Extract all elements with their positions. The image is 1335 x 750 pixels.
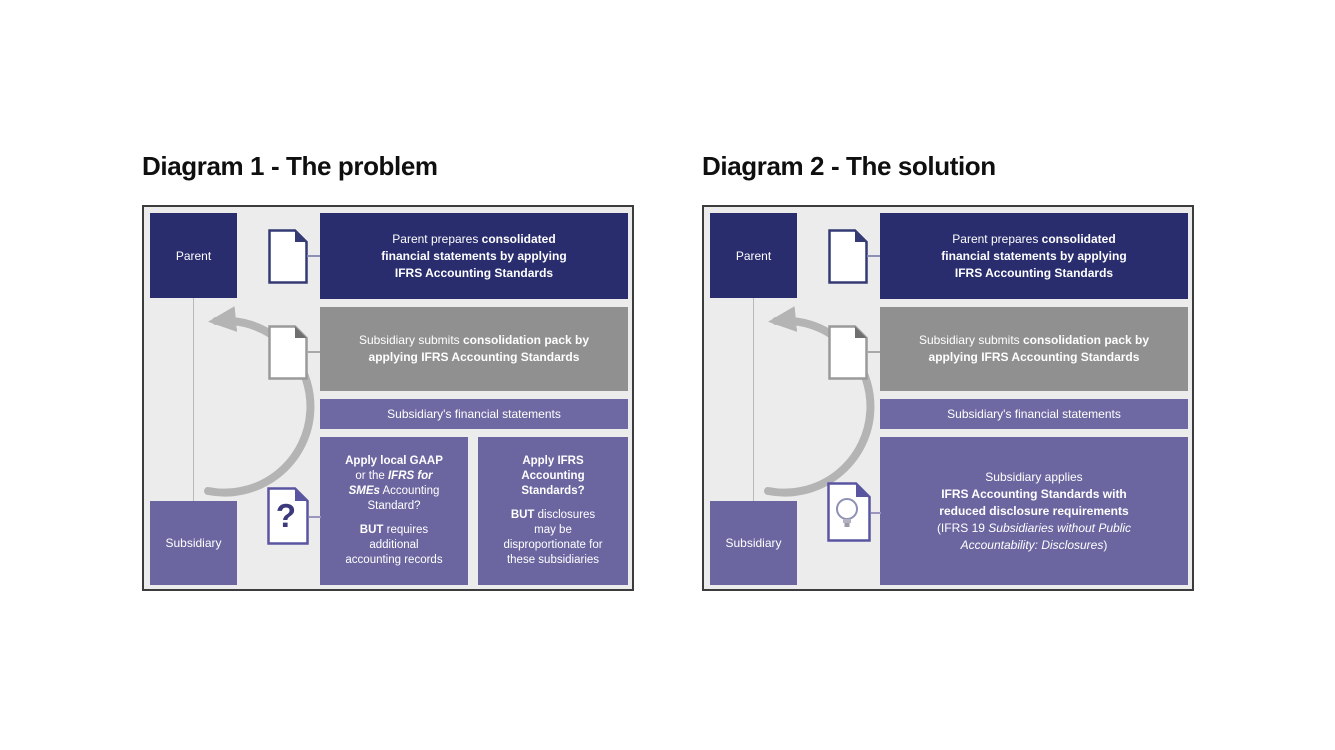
big-box-line5b: ) bbox=[1103, 537, 1108, 552]
boxA-line2b: IFRS for bbox=[387, 470, 433, 482]
boxB-p2b: disclosures bbox=[534, 509, 596, 521]
boxA-line3a: SMEs bbox=[348, 485, 380, 497]
document-connector-line bbox=[867, 255, 881, 257]
parent-statements-box bbox=[880, 213, 1188, 299]
big-box-line1: Subsidiary applies bbox=[985, 469, 1083, 484]
boxB-but: BUT bbox=[510, 509, 535, 521]
gray-box-line2: applying IFRS Accounting Standards bbox=[928, 350, 1140, 364]
document-icon bbox=[828, 229, 868, 284]
diagram2-title: Diagram 2 - The solution bbox=[702, 151, 996, 181]
consolidation-pack-document-icon bbox=[268, 325, 308, 380]
big-box-line4b: Subsidiaries without Public bbox=[988, 520, 1132, 535]
top-box-line2: financial statements by applying bbox=[381, 248, 567, 263]
consolidation-pack-text bbox=[919, 332, 1149, 366]
boxB-p2c: may be bbox=[534, 524, 572, 536]
ifrs-option-box bbox=[478, 437, 628, 585]
boxA-but: BUT bbox=[359, 524, 384, 536]
ifrs-question bbox=[521, 454, 584, 499]
subsidiary-financials-bar bbox=[880, 399, 1188, 429]
gray-box-line2: applying IFRS Accounting Standards bbox=[368, 350, 580, 364]
boxA-line1: Apply local GAAP bbox=[345, 455, 443, 467]
parent-label: Parent bbox=[175, 248, 212, 263]
boxB-line3: Standards? bbox=[521, 485, 585, 497]
document-connector-line bbox=[309, 516, 321, 518]
subsidiary-label: Subsidiary bbox=[165, 536, 222, 550]
document-connector-line bbox=[871, 512, 881, 514]
boxB-p2d: disproportionate for bbox=[503, 539, 603, 551]
top-box-line1b: consolidated bbox=[1041, 231, 1116, 246]
document-icon bbox=[268, 229, 308, 284]
consolidation-pack-document-icon bbox=[828, 325, 868, 380]
gray-box-line1a: Subsidiary submits bbox=[918, 333, 1023, 347]
big-box-line4a: (IFRS 19 bbox=[936, 520, 989, 535]
boxB-p2e: these subsidiaries bbox=[506, 554, 600, 566]
top-box-line1a: Parent prepares bbox=[952, 231, 1042, 246]
lightbulb-document-icon bbox=[827, 482, 871, 542]
boxB-line2: Accounting bbox=[521, 470, 585, 482]
subsidiary-financials-text: Subsidiary's financial statements bbox=[387, 406, 561, 421]
boxA-line4: Standard? bbox=[367, 500, 421, 512]
ifrs-caveat bbox=[503, 508, 602, 568]
reduced-disclosure-box bbox=[880, 437, 1188, 585]
top-box-line1a: Parent prepares bbox=[392, 231, 482, 246]
big-box-line5a: Accountability: Disclosures bbox=[960, 537, 1104, 552]
gray-box-line1b: consolidation pack by bbox=[463, 333, 590, 347]
big-box-line3: reduced disclosure requirements bbox=[939, 503, 1129, 518]
diagram1-panel bbox=[142, 205, 634, 591]
boxA-line3b: Accounting bbox=[379, 485, 440, 497]
boxA-p2b: requires bbox=[383, 524, 429, 536]
parent-statements-text bbox=[381, 231, 566, 282]
subsidiary-label: Subsidiary bbox=[725, 536, 782, 550]
subsidiary-financials-text: Subsidiary's financial statements bbox=[947, 406, 1121, 421]
parent-label: Parent bbox=[735, 248, 772, 263]
big-box-line2: IFRS Accounting Standards with bbox=[941, 486, 1127, 501]
boxA-p2d: accounting records bbox=[345, 554, 443, 566]
consolidation-pack-box bbox=[320, 307, 628, 391]
document-connector-line bbox=[307, 351, 321, 353]
question-mark-glyph: ? bbox=[275, 497, 297, 534]
consolidation-pack-text bbox=[359, 332, 589, 366]
parent-entity-box bbox=[710, 213, 797, 298]
parent-statements-box bbox=[320, 213, 628, 299]
local-gaap-caveat bbox=[345, 523, 442, 568]
subsidiary-entity-box bbox=[150, 501, 237, 585]
document-connector-line bbox=[307, 255, 321, 257]
consolidation-pack-box bbox=[880, 307, 1188, 391]
diagram2-panel bbox=[702, 205, 1194, 591]
top-box-line3: IFRS Accounting Standards bbox=[394, 265, 554, 280]
gray-box-line1b: consolidation pack by bbox=[1023, 333, 1150, 347]
top-box-line1b: consolidated bbox=[481, 231, 556, 246]
local-gaap-option-box bbox=[320, 437, 468, 585]
document-connector-line bbox=[867, 351, 881, 353]
top-box-line3: IFRS Accounting Standards bbox=[954, 265, 1114, 280]
reduced-disclosure-text bbox=[937, 469, 1131, 554]
boxB-line1: Apply IFRS bbox=[522, 455, 584, 467]
parent-statements-text bbox=[941, 231, 1126, 282]
top-box-line2: financial statements by applying bbox=[941, 248, 1127, 263]
gray-box-line1a: Subsidiary submits bbox=[358, 333, 463, 347]
local-gaap-question bbox=[345, 454, 443, 514]
diagram1-title: Diagram 1 - The problem bbox=[142, 151, 438, 181]
subsidiary-financials-bar bbox=[320, 399, 628, 429]
parent-entity-box bbox=[150, 213, 237, 298]
boxA-p2c: additional bbox=[369, 539, 419, 551]
boxA-line2a: or the bbox=[355, 470, 388, 482]
question-document-icon bbox=[267, 487, 309, 545]
subsidiary-entity-box bbox=[710, 501, 797, 585]
